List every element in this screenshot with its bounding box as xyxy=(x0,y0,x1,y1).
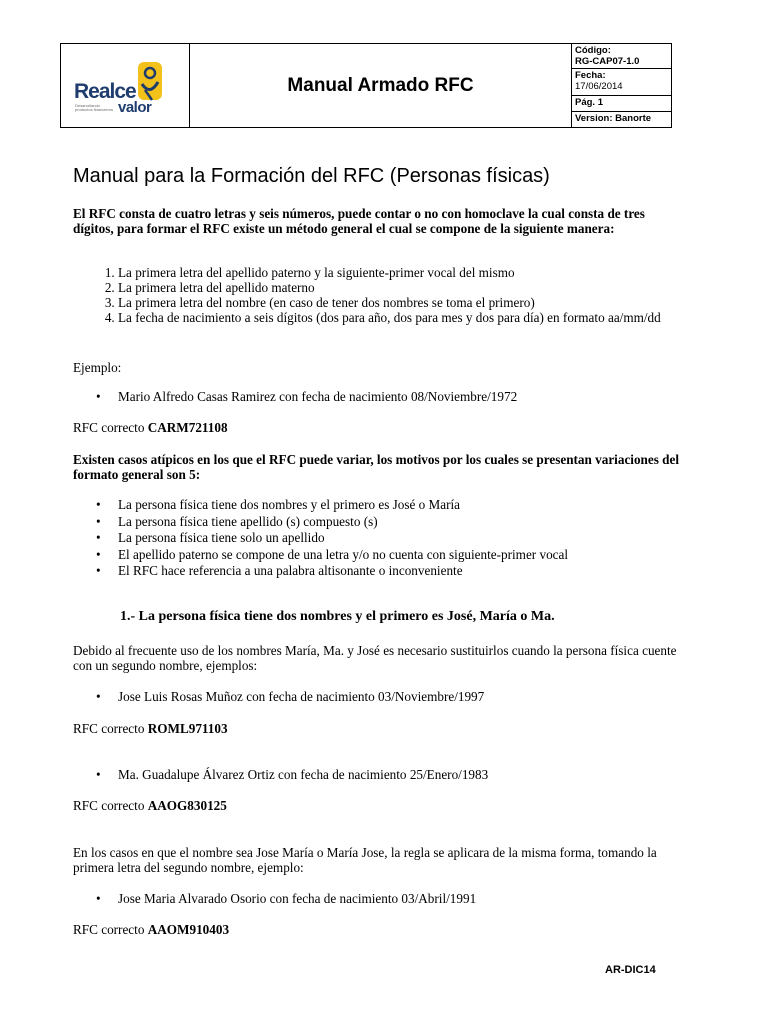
fecha-label: Fecha: xyxy=(575,70,606,81)
footer-code: AR-DIC14 xyxy=(605,964,656,976)
list-item: 1. La primera letra del apellido paterno y la siguiente-primer vocal del mismo xyxy=(118,265,718,280)
bullet-icon: • xyxy=(96,513,101,529)
list-item xyxy=(96,767,718,784)
list-item xyxy=(96,891,718,908)
realce-valor-logo-icon xyxy=(135,60,165,104)
example-text: Jose Maria Alvarado Osorio con fecha de nacimiento 03/Abril/1991 xyxy=(118,891,477,906)
bullet-icon: • xyxy=(96,530,101,545)
example-text: Jose Luis Rosas Muñoz con fecha de nacimiento 03/Noviembre/1997 xyxy=(118,689,485,704)
rfc-result-1 xyxy=(73,420,683,435)
logo-subtext: valor xyxy=(118,99,152,116)
bullet-icon: • xyxy=(96,389,101,404)
section-1-title: 1.- La persona física tiene dos nombres y el primero es José, María o Ma. xyxy=(120,609,555,624)
example-list-4 xyxy=(73,891,718,908)
list-item xyxy=(96,530,718,547)
rfc-value: AAOG830125 xyxy=(147,798,227,813)
intro-paragraph: El RFC consta de cuatro letras y seis números, puede contar o no con homoclave la cual consta de tres dígitos, para formar el RFC existe un método general el cual se compone de la siguiente manera: xyxy=(73,206,645,236)
list-item xyxy=(96,563,718,580)
codigo-cell xyxy=(572,44,671,69)
section-1-intro: Debido al frecuente uso de los nombres María, Ma. y José es necesario sustituirlos cuando la persona física cuente con un segundo nombre, ejemplos: xyxy=(73,643,677,673)
codigo-value: RG-CAP07-1.0 xyxy=(575,56,640,67)
atypical-intro: Existen casos atípicos en los que el RFC puede variar, los motivos por los cuales se presentan variaciones del formato general son 5: xyxy=(73,452,680,482)
case-text: La persona física tiene apellido (s) compuesto (s) xyxy=(118,513,378,529)
fecha-value: 17/06/2014 xyxy=(575,81,623,92)
cases-list xyxy=(73,497,718,580)
list-item: 2. La primera letra del apellido materno xyxy=(118,280,718,295)
case-text: El apellido paterno se compone de una letra y/o no cuenta con siguiente-primer vocal xyxy=(118,546,569,562)
bullet-icon: • xyxy=(96,891,101,906)
list-item xyxy=(96,389,718,406)
rfc-result-2 xyxy=(73,721,683,736)
bullet-icon: • xyxy=(96,767,101,782)
rfc-value: AAOM910403 xyxy=(147,922,230,937)
section-1-note: En los casos en que el nombre sea Jose María o María Jose, la regla se aplicara de la misma forma, tomando la primera letra del segundo nombre, ejemplo: xyxy=(73,845,657,875)
rfc-value: CARM721108 xyxy=(147,420,228,435)
list-item xyxy=(96,689,718,706)
document-title: Manual para la Formación del RFC (Personas físicas) xyxy=(73,165,550,187)
rfc-label: RFC correcto xyxy=(73,721,145,736)
case-text: La persona física tiene dos nombres y el primero es José o María xyxy=(118,497,461,512)
list-item xyxy=(96,513,718,531)
version-cell: Version: Banorte xyxy=(575,113,652,124)
rfc-result-3 xyxy=(73,798,683,813)
list-item xyxy=(96,497,718,514)
bullet-icon: • xyxy=(96,563,101,578)
bullet-icon: • xyxy=(96,689,101,704)
list-item: 3. La primera letra del nombre (en caso de tener dos nombres se toma el primero) xyxy=(118,295,718,310)
list-item: 4. La fecha de nacimiento a seis dígitos (dos para año, dos para mes y dos para día) en formato aa/mm/dd xyxy=(118,310,718,325)
example-list-1 xyxy=(73,389,718,406)
bullet-icon: • xyxy=(96,546,101,562)
rfc-result-4 xyxy=(73,922,683,937)
logo-tagline: Desarrollando productos financieros xyxy=(75,103,114,112)
pagina-cell: Pág. 1 xyxy=(572,96,671,112)
fecha-cell xyxy=(572,69,671,96)
header-meta xyxy=(572,44,671,127)
rfc-label: RFC correcto xyxy=(73,798,145,813)
rfc-value: ROML971103 xyxy=(147,721,228,736)
bullet-icon: • xyxy=(96,497,101,512)
example-list-3 xyxy=(73,767,718,784)
rfc-label: RFC correcto xyxy=(73,922,145,937)
example-text: Mario Alfredo Casas Ramirez con fecha de nacimiento 08/Noviembre/1972 xyxy=(118,389,518,404)
header-title: Manual Armado RFC xyxy=(190,44,572,127)
logo-text: Realce xyxy=(74,80,136,103)
logo-cell xyxy=(61,44,190,127)
header-table xyxy=(60,43,672,128)
steps-list xyxy=(73,265,718,325)
example-list-2 xyxy=(73,689,718,706)
case-text: La persona física tiene solo un apellido xyxy=(118,530,325,545)
rfc-label: RFC correcto xyxy=(73,420,145,435)
example-label: Ejemplo: xyxy=(73,360,122,375)
list-item xyxy=(96,546,718,564)
case-text: El RFC hace referencia a una palabra altisonante o inconveniente xyxy=(118,563,463,578)
codigo-label: Código: xyxy=(575,45,611,56)
example-text: Ma. Guadalupe Álvarez Ortiz con fecha de nacimiento 25/Enero/1983 xyxy=(118,767,489,782)
